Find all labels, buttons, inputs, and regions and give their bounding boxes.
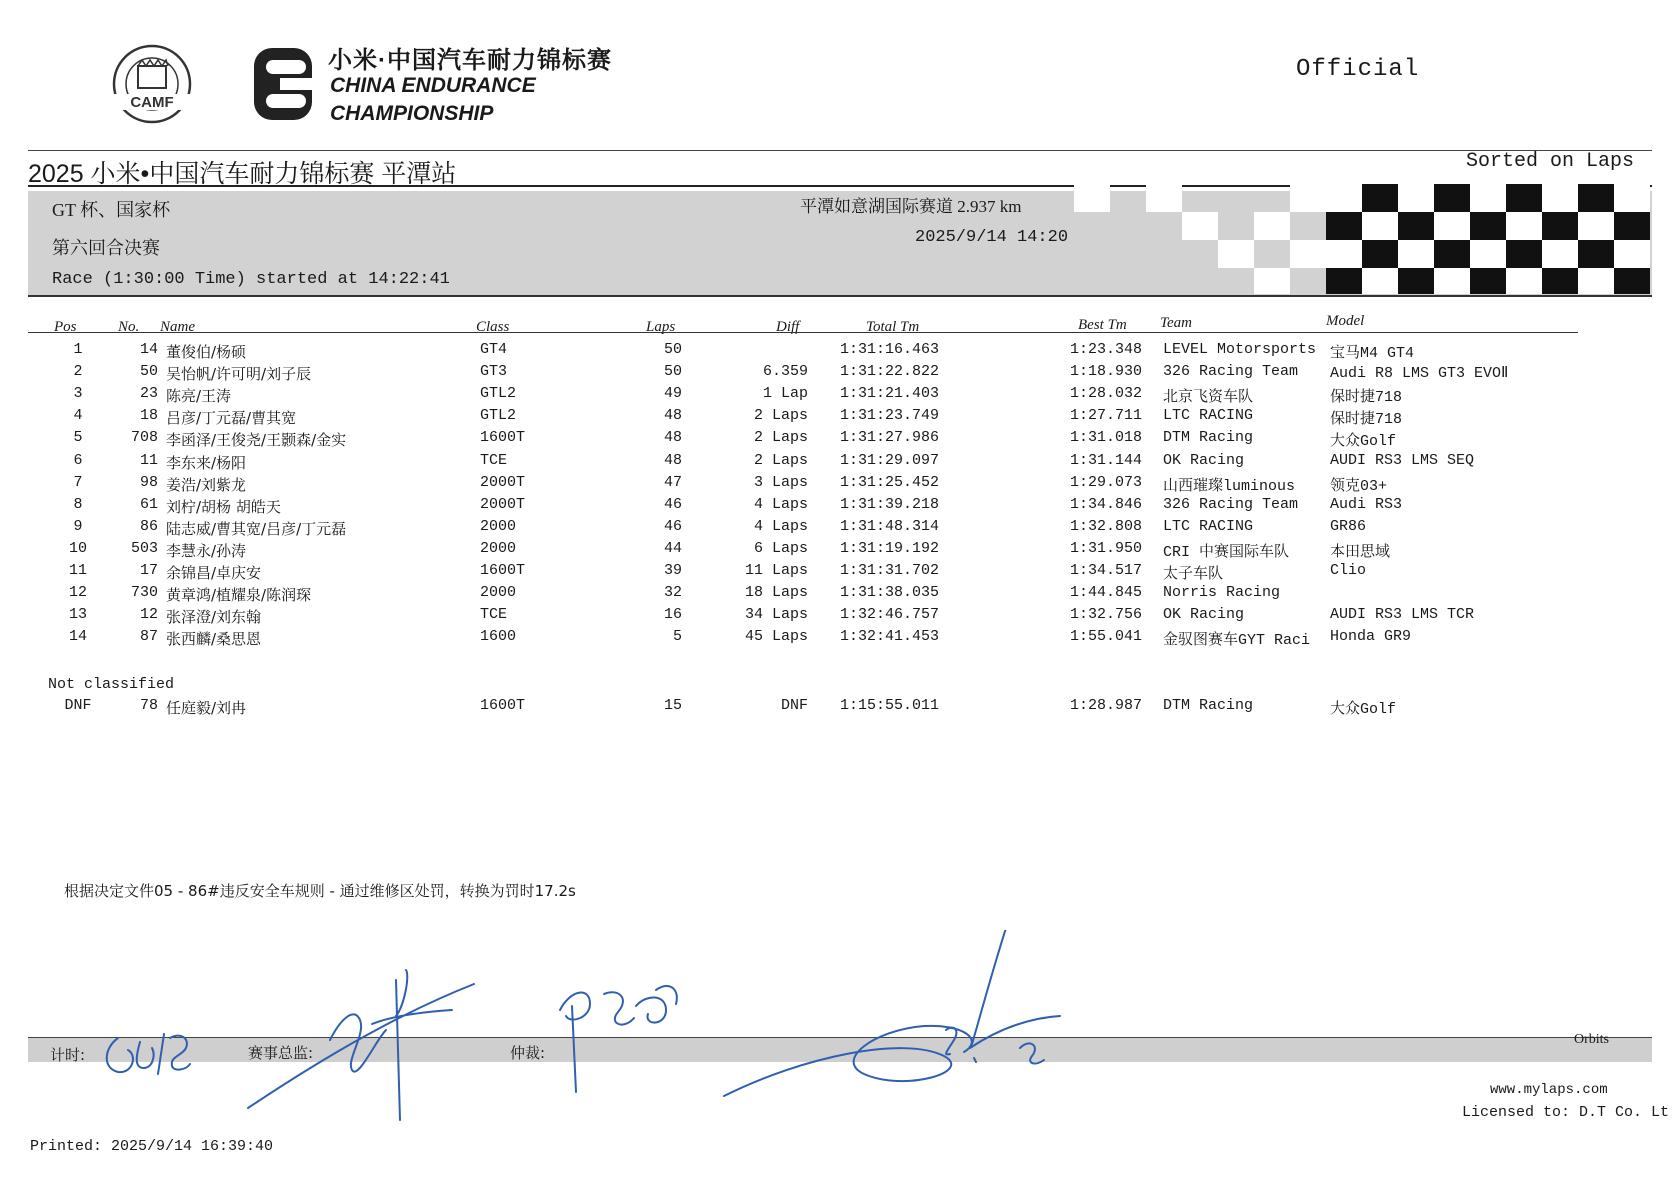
- cell-laps: 48: [663, 429, 682, 447]
- col-header-diff: Diff: [776, 319, 800, 335]
- cell-no: 98: [139, 473, 158, 491]
- cell-class: 1600T: [480, 429, 526, 447]
- cell-pos: 5: [73, 429, 83, 447]
- flag-square: [1290, 184, 1326, 212]
- cell-no: 17: [139, 562, 158, 579]
- result-row: [0, 474, 1680, 496]
- cell-class: GT3: [480, 363, 508, 381]
- signature-official-4: [724, 1026, 976, 1096]
- flag-square: [1506, 268, 1542, 294]
- cell-no: 87: [139, 628, 158, 646]
- cell-diff: 45 Laps: [744, 628, 808, 646]
- flag-square: [1578, 184, 1614, 212]
- cell-no: 11: [139, 451, 158, 469]
- cell-no: 503: [130, 539, 158, 557]
- cell-laps: 50: [663, 363, 682, 381]
- cell-total: 1:32:46.757: [840, 606, 940, 624]
- cell-class: TCE: [480, 606, 508, 624]
- flag-square: [1614, 184, 1650, 212]
- cell-laps: 15: [663, 697, 682, 714]
- cell-total: 1:31:27.986: [840, 429, 940, 447]
- col-header-class: Class: [476, 319, 510, 335]
- cell-model: 宝马M4 GT4: [1330, 345, 1415, 362]
- cell-class: 2000: [480, 539, 517, 557]
- cell-class: 2000T: [480, 473, 526, 491]
- checkered-flag-icon: [1070, 180, 1654, 294]
- brand-name-en-line1: CHINA ENDURANCE: [330, 74, 536, 97]
- cell-diff: 18 Laps: [744, 584, 808, 602]
- cell-class: 2000T: [480, 495, 526, 513]
- flag-square: [1434, 268, 1470, 294]
- col-header-pos: Pos: [54, 319, 77, 335]
- cell-diff: 34 Laps: [744, 606, 808, 624]
- cell-team: OK Racing: [1163, 451, 1245, 469]
- cell-class: 2000: [480, 584, 517, 602]
- flag-square: [1614, 240, 1650, 268]
- cell-total: 1:31:29.097: [840, 451, 940, 469]
- cell-model: Clio: [1330, 562, 1367, 579]
- cell-team: LTC RACING: [1163, 517, 1254, 535]
- cell-model: AUDI RS3 LMS SEQ: [1330, 451, 1475, 469]
- cell-pos: DNF: [64, 697, 92, 714]
- cell-best: 1:18.930: [1069, 363, 1142, 381]
- orbits-label: Orbits: [1574, 1032, 1609, 1047]
- cell-diff: DNF: [780, 697, 808, 714]
- flag-square: [1434, 212, 1470, 240]
- cell-name: 张泽澄/刘东翰: [166, 608, 262, 627]
- cell-laps: 49: [663, 385, 682, 403]
- cell-team: 山西璀璨luminous: [1163, 477, 1296, 495]
- cell-laps: 5: [672, 628, 682, 646]
- cell-no: 730: [130, 584, 158, 602]
- cell-best: 1:34.517: [1069, 562, 1142, 579]
- cell-team: 326 Racing Team: [1163, 363, 1299, 381]
- flag-square: [1362, 268, 1398, 294]
- flag-square: [1470, 268, 1506, 294]
- flag-square: [1362, 212, 1398, 240]
- cell-pos: 6: [73, 451, 83, 469]
- cell-team: LTC RACING: [1163, 407, 1254, 425]
- result-row: [0, 518, 1680, 540]
- flag-square: [1254, 268, 1290, 294]
- cell-name: 吕彦/丁元磊/曹其宽: [166, 409, 297, 428]
- cell-best: 1:32.808: [1069, 517, 1142, 535]
- cell-team: CRI 中赛国际车队: [1163, 543, 1290, 561]
- cell-name: 陆志威/曹其宽/吕彦/丁元磊: [166, 519, 347, 538]
- cell-pos: 9: [73, 517, 83, 535]
- signature-official-5: [946, 930, 1060, 1063]
- result-row: [0, 341, 1680, 363]
- cell-pos: 8: [73, 495, 83, 513]
- brand-name-en-line2: CHAMPIONSHIP: [330, 102, 494, 125]
- cell-class: GTL2: [480, 385, 517, 403]
- ce-logo-icon: [252, 44, 314, 124]
- cell-diff: 2 Laps: [753, 429, 808, 447]
- cell-diff: 4 Laps: [753, 495, 808, 513]
- cell-best: 1:34.846: [1069, 495, 1142, 513]
- cell-model: AUDI RS3 LMS TCR: [1330, 606, 1475, 624]
- cell-total: 1:32:41.453: [840, 628, 940, 646]
- cell-no: 708: [130, 429, 158, 447]
- cell-no: 18: [139, 407, 158, 425]
- flag-square: [1290, 240, 1326, 268]
- cell-laps: 46: [663, 495, 682, 513]
- flag-square: [1398, 240, 1434, 268]
- cell-name: 姜浩/刘紫龙: [166, 475, 247, 494]
- flag-square: [1326, 268, 1362, 294]
- not-classified-label: Not classified: [48, 676, 175, 693]
- track-info: 平潭如意湖国际赛道 2.937 km: [800, 197, 1022, 216]
- cell-pos: 7: [73, 473, 83, 491]
- cell-no: 12: [139, 606, 158, 624]
- flag-square: [1470, 240, 1506, 268]
- flag-square: [1326, 184, 1362, 212]
- cell-class: 1600T: [480, 697, 526, 714]
- cell-total: 1:31:31.702: [840, 562, 940, 579]
- cell-laps: 39: [663, 562, 682, 579]
- cell-total: 1:31:38.035: [840, 584, 940, 602]
- timekeeper-label: 计时:: [50, 1046, 86, 1064]
- title-rule-top: [28, 150, 1652, 151]
- cell-total: 1:31:39.218: [840, 495, 940, 513]
- cell-model: 保时捷718: [1330, 389, 1403, 407]
- cell-no: 23: [139, 385, 158, 403]
- cell-model: 大众Golf: [1330, 701, 1397, 718]
- result-row: [0, 452, 1680, 474]
- cell-diff: 4 Laps: [753, 517, 808, 535]
- col-header-model: Model: [1326, 313, 1365, 329]
- flag-square: [1434, 184, 1470, 212]
- cell-pos: 1: [73, 341, 83, 358]
- cell-pos: 4: [73, 407, 83, 425]
- cell-name: 董俊伯/杨硕: [166, 343, 247, 361]
- col-header-team: Team: [1160, 315, 1192, 331]
- flag-square: [1614, 212, 1650, 240]
- cell-best: 1:31.018: [1069, 429, 1142, 447]
- cell-name: 吴怡帆/许可明/刘子辰: [166, 365, 312, 384]
- cell-laps: 44: [663, 539, 682, 557]
- result-row: [0, 606, 1680, 628]
- flag-square: [1362, 240, 1398, 268]
- cell-model: Audi R8 LMS GT3 EVOⅡ: [1330, 365, 1509, 383]
- cell-pos: 12: [68, 584, 87, 602]
- cell-class: 1600T: [480, 562, 526, 579]
- flag-square: [1218, 240, 1254, 268]
- cell-total: 1:31:25.452: [840, 473, 940, 491]
- flag-square: [1578, 240, 1614, 268]
- race-info: Race (1:30:00 Time) started at 14:22:41: [52, 270, 450, 289]
- flag-square: [1470, 184, 1506, 212]
- flag-square: [1146, 184, 1182, 212]
- flag-square: [1254, 212, 1290, 240]
- cell-best: 1:27.711: [1069, 407, 1142, 425]
- camf-logo-text: CAMF: [130, 94, 174, 111]
- cell-best: 1:31.950: [1069, 539, 1142, 557]
- cell-diff: 3 Laps: [753, 473, 808, 491]
- not-classified-row: [0, 697, 1680, 719]
- signature-steward: [560, 986, 677, 1092]
- cell-class: TCE: [480, 451, 508, 469]
- flag-square: [1398, 212, 1434, 240]
- result-row: [0, 540, 1680, 562]
- flag-square: [1506, 212, 1542, 240]
- cell-model: GR86: [1330, 517, 1367, 535]
- flag-square: [1398, 268, 1434, 294]
- website: www.mylaps.com: [1490, 1082, 1608, 1098]
- cell-diff: 1 Lap: [762, 385, 808, 403]
- cell-team: Norris Racing: [1163, 584, 1281, 602]
- signature-race-director: [248, 970, 474, 1120]
- cell-total: 1:31:48.314: [840, 517, 940, 535]
- cell-name: 刘柠/胡杨 胡皓天: [166, 497, 281, 516]
- cell-best: 1:29.073: [1069, 473, 1142, 491]
- result-row: [0, 562, 1680, 584]
- col-header-total: Total Tm: [866, 319, 920, 335]
- cell-no: 61: [139, 495, 158, 513]
- cell-name: 陈亮/王涛: [166, 387, 232, 406]
- cell-team: 326 Racing Team: [1163, 495, 1299, 513]
- penalty-note: 根据决定文件05 - 86#违反安全车规则 - 通过维修区处罚，转换为罚时17.2s: [64, 882, 576, 900]
- flag-square: [1182, 212, 1218, 240]
- cell-team: DTM Racing: [1163, 697, 1254, 714]
- cell-no: 50: [139, 363, 158, 381]
- flag-square: [1398, 184, 1434, 212]
- cell-laps: 32: [663, 584, 682, 602]
- cell-best: 1:32.756: [1069, 606, 1142, 624]
- cell-name: 余锦昌/卓庆安: [166, 564, 262, 582]
- cell-class: 2000: [480, 517, 517, 535]
- cell-team: DTM Racing: [1163, 429, 1254, 447]
- cell-total: 1:31:22.822: [840, 363, 940, 381]
- result-row: [0, 496, 1680, 518]
- cell-best: 1:31.144: [1069, 451, 1142, 469]
- result-row: [0, 429, 1680, 451]
- cell-pos: 13: [68, 606, 87, 624]
- licensed-to: Licensed to: D.T Co. Lt: [1462, 1104, 1670, 1121]
- event-title: 2025 小米•中国汽车耐力锦标赛 平潭站: [28, 160, 457, 188]
- cell-laps: 48: [663, 407, 682, 425]
- flag-square: [1614, 268, 1650, 294]
- cell-diff: 6.359: [762, 363, 808, 381]
- flag-square: [1434, 240, 1470, 268]
- cell-no: 14: [139, 341, 158, 358]
- official-signatures: [90, 930, 1170, 1150]
- cell-pos: 2: [73, 363, 83, 381]
- cell-class: 1600: [480, 628, 517, 646]
- cell-name: 张西麟/桑思恩: [166, 630, 262, 649]
- header-rule: [28, 332, 1578, 333]
- flag-square: [1470, 212, 1506, 240]
- cell-pos: 10: [68, 539, 87, 557]
- cell-no: 86: [139, 517, 158, 535]
- cell-laps: 46: [663, 517, 682, 535]
- cell-laps: 47: [663, 473, 682, 491]
- race-director-label: 赛事总监:: [248, 1044, 314, 1062]
- cell-name: 李函泽/王俊尧/王颢森/金实: [166, 431, 347, 450]
- cell-model: 大众Golf: [1330, 433, 1397, 451]
- cell-model: 本田思域: [1330, 543, 1391, 561]
- cell-total: 1:15:55.011: [840, 697, 940, 714]
- cell-best: 1:28.987: [1069, 697, 1142, 714]
- cell-diff: 11 Laps: [744, 562, 808, 579]
- cell-name: 李东来/杨阳: [166, 453, 247, 472]
- flag-square: [1578, 212, 1614, 240]
- col-header-laps: Laps: [646, 319, 676, 335]
- cell-laps: 48: [663, 451, 682, 469]
- col-header-no: No.: [118, 319, 140, 335]
- cell-name: 黄章鸿/植耀泉/陈润琛: [166, 586, 312, 605]
- cell-team: LEVEL Motorsports: [1163, 341, 1317, 358]
- sort-note: Sorted on Laps: [1466, 150, 1635, 173]
- printed-timestamp: Printed: 2025/9/14 16:39:40: [30, 1138, 274, 1155]
- cell-name: 任庭毅/刘冉: [166, 699, 247, 717]
- cell-best: 1:44.845: [1069, 584, 1142, 602]
- steward-label: 仲裁:: [510, 1044, 546, 1062]
- cell-diff: 2 Laps: [753, 407, 808, 425]
- cell-laps: 50: [663, 341, 682, 358]
- flag-square: [1542, 268, 1578, 294]
- cup-categories: GT 杯、国家杯: [52, 200, 171, 220]
- flag-square: [1506, 240, 1542, 268]
- cell-best: 1:55.041: [1069, 628, 1142, 646]
- cell-class: GTL2: [480, 407, 517, 425]
- cell-best: 1:23.348: [1069, 341, 1142, 358]
- result-row: [0, 385, 1680, 407]
- flag-square: [1326, 212, 1362, 240]
- cell-model: 领克03+: [1330, 477, 1388, 495]
- round-name: 第六回合决赛: [52, 238, 160, 258]
- cell-total: 1:31:23.749: [840, 407, 940, 425]
- cell-team: 太子车队: [1163, 566, 1224, 583]
- cell-diff: 2 Laps: [753, 451, 808, 469]
- cell-team: OK Racing: [1163, 606, 1245, 624]
- flag-square: [1542, 240, 1578, 268]
- cell-total: 1:31:16.463: [840, 341, 940, 358]
- camf-logo: [100, 44, 204, 124]
- cell-pos: 3: [73, 385, 83, 403]
- cell-pos: 14: [68, 628, 87, 646]
- signature-timekeeper: [107, 1034, 190, 1074]
- result-row: [0, 407, 1680, 429]
- cell-model: Honda GR9: [1330, 628, 1412, 646]
- cell-pos: 11: [68, 562, 87, 579]
- flag-square: [1542, 184, 1578, 212]
- race-datetime: 2025/9/14 14:20: [915, 228, 1069, 247]
- result-row: [0, 628, 1680, 650]
- cell-total: 1:31:21.403: [840, 385, 940, 403]
- col-header-best: Best Tm: [1078, 317, 1127, 333]
- cell-team: 金驭图赛车GYT Raci: [1163, 632, 1311, 650]
- cell-class: GT4: [480, 341, 508, 358]
- cell-no: 78: [139, 697, 158, 714]
- cell-laps: 16: [663, 606, 682, 624]
- flag-square: [1578, 268, 1614, 294]
- flag-square: [1542, 212, 1578, 240]
- flag-square: [1074, 184, 1110, 212]
- flag-square: [1326, 240, 1362, 268]
- brand-name-cn: 小米·中国汽车耐力锦标赛: [328, 47, 612, 74]
- cell-model: Audi RS3: [1330, 495, 1403, 513]
- flag-square: [1362, 184, 1398, 212]
- cell-name: 李慧永/孙涛: [166, 541, 247, 560]
- flag-square: [1506, 184, 1542, 212]
- col-header-name: Name: [160, 319, 195, 335]
- official-status: Official: [1296, 56, 1420, 83]
- result-row: [0, 584, 1680, 606]
- cell-diff: 6 Laps: [753, 539, 808, 557]
- cell-best: 1:28.032: [1069, 385, 1142, 403]
- cell-total: 1:31:19.192: [840, 539, 940, 557]
- result-row: [0, 363, 1680, 385]
- cell-model: 保时捷718: [1330, 411, 1403, 429]
- cell-team: 北京飞资车队: [1163, 389, 1254, 407]
